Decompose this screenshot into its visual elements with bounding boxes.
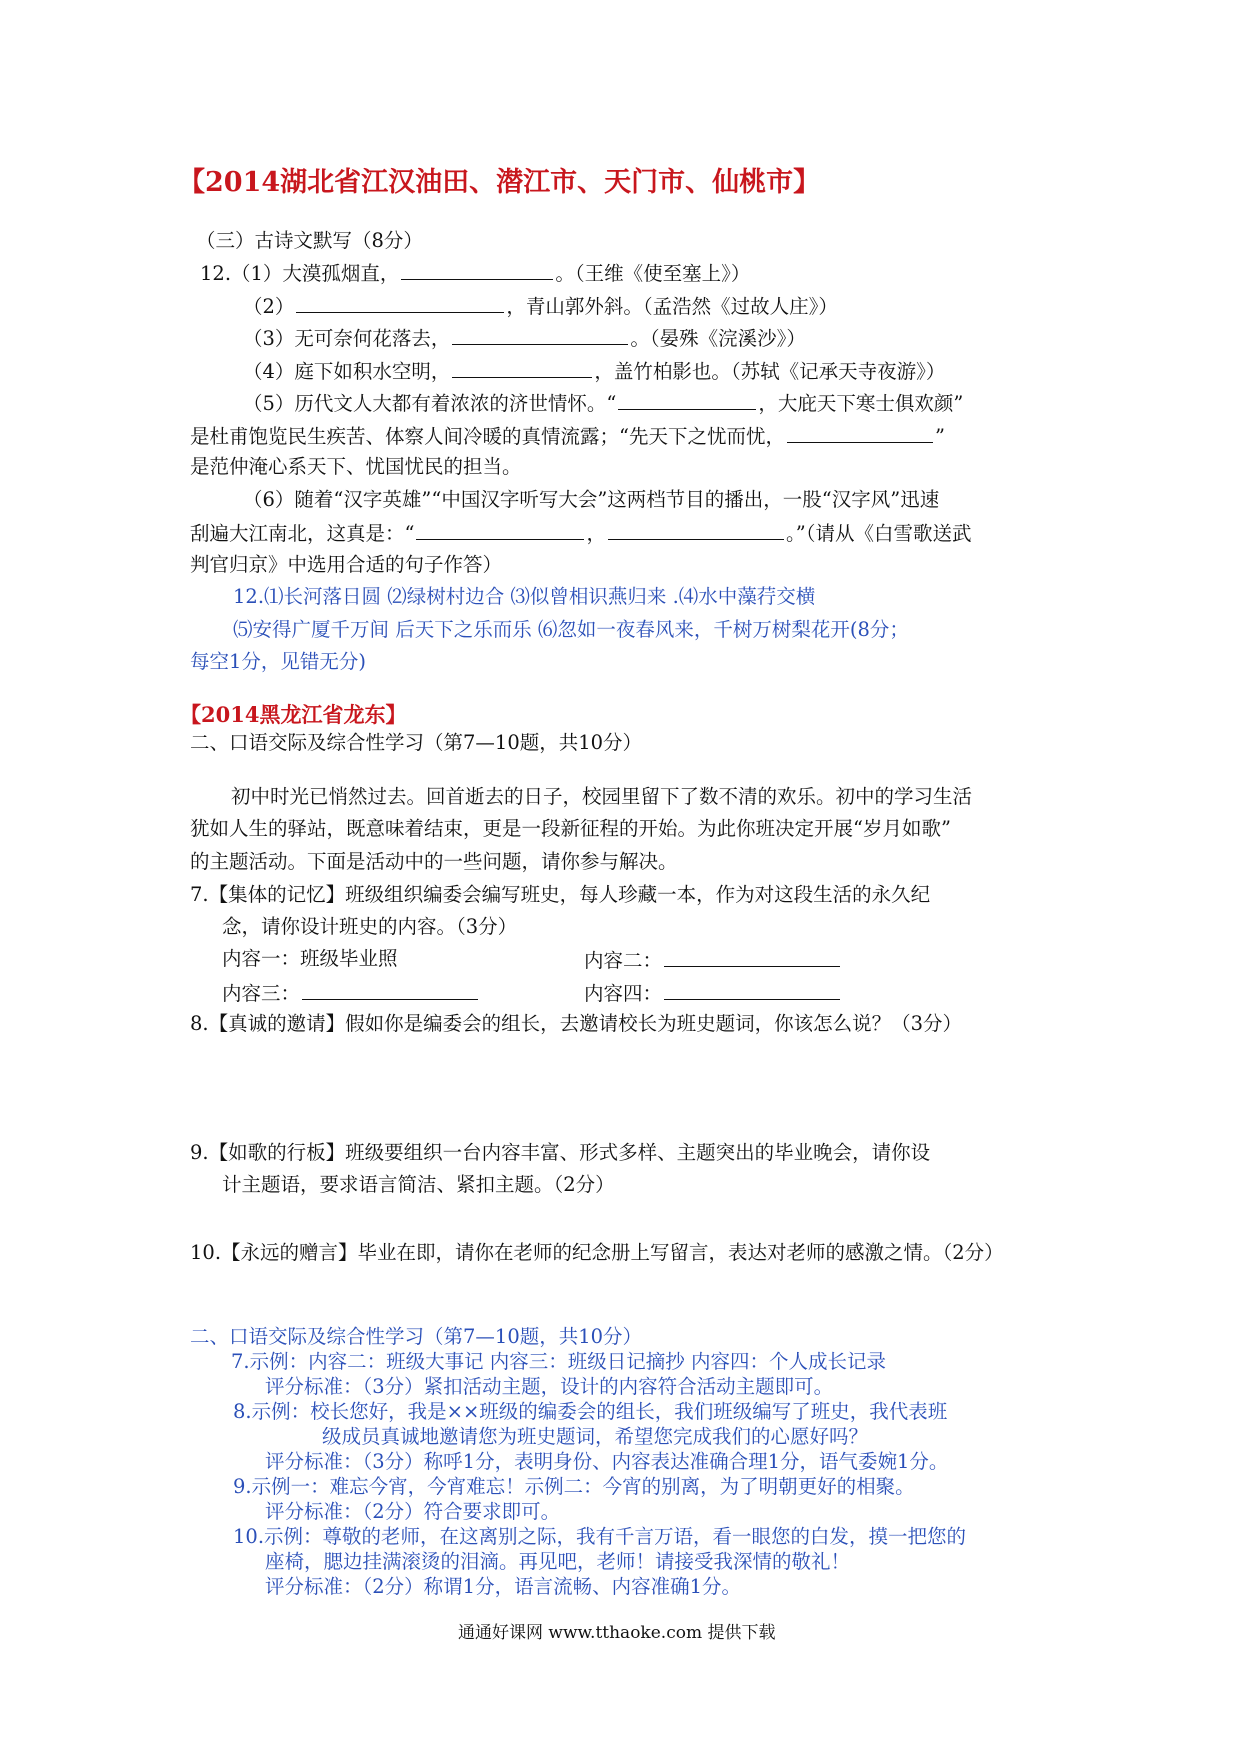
answer-blank xyxy=(296,292,504,313)
answer-blank xyxy=(302,979,478,1000)
answer-blank xyxy=(401,259,553,280)
answer-9: 9.示例一：难忘今宵，今宵难忘！示例二：今宵的别离，为了明朝更好的相聚。 xyxy=(233,1475,915,1498)
question-10: 10.【永远的赠言】毕业在即，请你在老师的纪念册上写留言，表达对老师的感激之情。（2分） xyxy=(190,1241,1004,1264)
question-9-line2: 计主题语，要求语言简洁、紧扣主题。（2分） xyxy=(222,1173,615,1196)
question-12-1 xyxy=(200,259,750,287)
question-text: 。（王维《使至塞上》） xyxy=(555,262,751,285)
answers-heading: 二、口语交际及综合性学习（第7—10题，共10分） xyxy=(190,1325,643,1348)
content-three xyxy=(222,979,480,1007)
content-label: 内容四： xyxy=(584,982,663,1005)
answer-line: ⑸安得广厦千万间 后天下之乐而乐 ⑹忽如一夜春风来，千树万树梨花开(8分； xyxy=(233,618,909,641)
answer-blank xyxy=(787,422,933,443)
question-text: 是杜甫饱览民生疾苦、体察人间冷暖的真情流露；“先天下之忧而忧， xyxy=(190,425,785,448)
question-12-5-line3: 是范仲淹心系天下、忧国忧民的担当。 xyxy=(190,455,522,478)
question-text: ，青山郭外斜。（孟浩然《过故人庄》） xyxy=(506,295,838,318)
answer-9-standard: 评分标准：（2分）符合要求即可。 xyxy=(265,1500,561,1523)
content-label: 内容三： xyxy=(222,982,301,1005)
question-7: 7.【集体的记忆】班级组织编委会编写班史，每人珍藏一本，作为对这段生活的永久纪 xyxy=(190,883,931,906)
question-text: 。（晏殊《浣溪沙》） xyxy=(630,327,806,350)
answer-blank xyxy=(452,324,628,345)
answer-8-standard: 评分标准：（3分）称呼1分，表明身份、内容表达准确合理1分，语气委婉1分。 xyxy=(265,1450,949,1473)
answer-blank xyxy=(608,519,784,540)
question-12-6-line3: 判官归京》中选用合适的句子作答） xyxy=(190,553,503,576)
answer-line: 12.⑴长河落日圆 ⑵绿树村边合 ⑶似曾相识燕归来 .⑷水中藻荇交横 xyxy=(233,585,816,608)
question-12-6: （6）随着“汉字英雄”“中国汉字听写大会”这两档节目的播出，一股“汉字风”迅速 xyxy=(243,488,940,511)
answer-7: 7.示例：内容二：班级大事记 内容三：班级日记摘抄 内容四：个人成长记录 xyxy=(231,1350,887,1373)
question-8: 8.【真诚的邀请】假如你是编委会的组长，去邀请校长为班史题词，你该怎么说？（3分） xyxy=(190,1012,963,1035)
question-12-2 xyxy=(243,292,838,320)
question-12-3 xyxy=(243,324,806,352)
question-text: （3）无可奈何花落去， xyxy=(243,327,451,350)
question-text: ， xyxy=(586,522,606,545)
question-text: ” xyxy=(934,425,945,448)
answer-line: 每空1分，见错无分) xyxy=(190,650,367,673)
answer-blank xyxy=(664,979,840,1000)
page-footer: 通通好课网 www.tthaoke.com 提供下载 xyxy=(458,1623,776,1643)
answer-8: 8.示例：校长您好，我是××班级的编委会的组长，我们班级编写了班史，我代表班 xyxy=(233,1400,948,1423)
answer-blank xyxy=(664,946,840,967)
intro-paragraph: 犹如人生的驿站，既意味着结束，更是一段新征程的开始。为此你班决定开展“岁月如歌” xyxy=(190,817,951,840)
answer-10-standard: 评分标准：（2分）称谓1分，语言流畅、内容准确1分。 xyxy=(265,1575,741,1598)
answer-10: 10.示例：尊敬的老师，在这离别之际，我有千言万语，看一眼您的白发，摸一把您的 xyxy=(233,1525,967,1548)
question-text: （5）历代文人大都有着浓浓的济世情怀。“ xyxy=(243,392,617,415)
question-text: （4）庭下如积水空明， xyxy=(243,360,451,383)
content-two xyxy=(584,946,842,974)
question-text: 。”（请从《白雪歌送武 xyxy=(786,522,972,545)
question-text: 刮遍大江南北，这真是：“ xyxy=(190,522,415,545)
question-text: 12.（1）大漠孤烟直， xyxy=(200,262,400,285)
answer-blank xyxy=(452,357,592,378)
content-label: 内容二： xyxy=(584,949,663,972)
question-text: ，大庇天下寒士俱欢颜” xyxy=(758,392,964,415)
question-12-5 xyxy=(243,389,963,417)
section-heading: 二、口语交际及综合性学习（第7—10题，共10分） xyxy=(190,731,643,754)
answer-blank xyxy=(618,389,756,410)
question-12-4 xyxy=(243,357,945,385)
answer-8-line2: 级成员真诚地邀请您为班史题词，希望您完成我们的心愿好吗？ xyxy=(322,1425,869,1448)
intro-paragraph: 的主题活动。下面是活动中的一些问题，请你参与解决。 xyxy=(190,850,678,873)
answer-7-standard: 评分标准：（3分）紧扣活动主题，设计的内容符合活动主题即可。 xyxy=(265,1375,834,1398)
question-text: ，盖竹柏影也。（苏轼《记承天寺夜游》） xyxy=(594,360,946,383)
section-heading: （三）古诗文默写（8分） xyxy=(196,229,423,252)
question-12-5-line2 xyxy=(190,422,945,450)
section-title-heilongjiang: 【2014黑龙江省龙东】 xyxy=(180,702,407,727)
question-12-6-line2 xyxy=(190,519,971,547)
section-title-hubei: 【2014湖北省江汉油田、潜江市、天门市、仙桃市】 xyxy=(178,167,821,198)
content-four xyxy=(584,979,842,1007)
intro-paragraph: 初中时光已悄然过去。回首逝去的日子，校园里留下了数不清的欢乐。初中的学习生活 xyxy=(231,785,973,808)
answer-blank xyxy=(416,519,584,540)
question-text: （2） xyxy=(243,295,295,318)
content-one: 内容一：班级毕业照 xyxy=(222,947,398,970)
answer-10-line2: 座椅，腮边挂满滚烫的泪滴。再见吧，老师！请接受我深情的敬礼！ xyxy=(265,1550,851,1573)
question-9: 9.【如歌的行板】班级要组织一台内容丰富、形式多样、主题突出的毕业晚会，请你设 xyxy=(190,1141,931,1164)
question-7-line2: 念，请你设计班史的内容。（3分） xyxy=(222,915,518,938)
